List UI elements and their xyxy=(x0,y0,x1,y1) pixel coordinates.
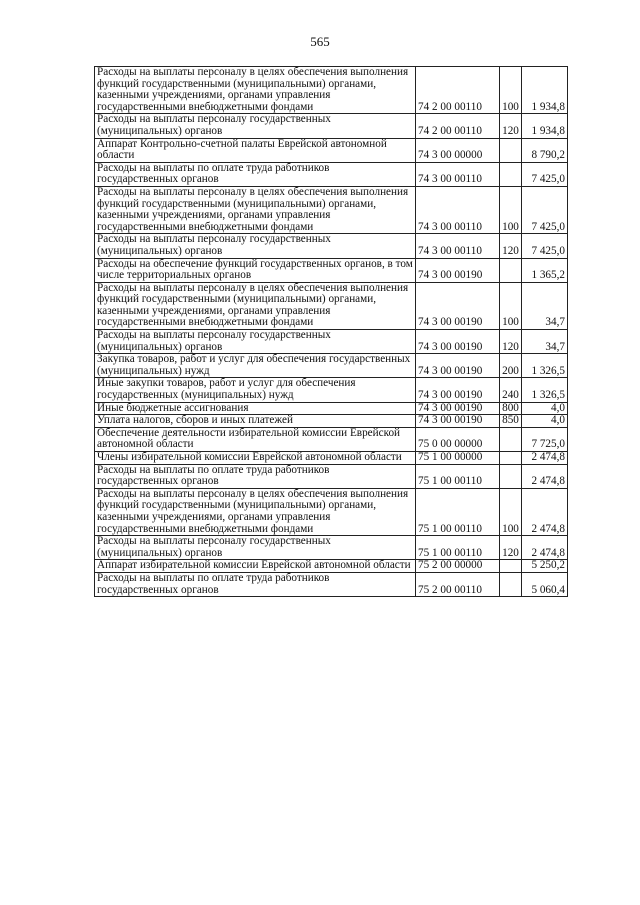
row-code-cell: 74 2 00 00110 xyxy=(416,114,500,138)
row-name-cell: Расходы на выплаты персоналу государственных (муниципальных) органов xyxy=(95,114,416,138)
row-amount-cell: 1 326,5 xyxy=(522,378,568,402)
table-row xyxy=(95,258,568,282)
table-row xyxy=(95,427,568,451)
row-type-cell: 120 xyxy=(500,114,522,138)
row-type-cell: 200 xyxy=(500,354,522,378)
row-name-cell: Расходы на выплаты персоналу в целях обеспечения выполнения функций государственными (муниципальными) органами, казенными учреждениями, органами управления государственными внебюджетными фондами xyxy=(95,282,416,329)
row-amount-cell: 7 425,0 xyxy=(522,234,568,258)
row-amount-cell: 1 365,2 xyxy=(522,258,568,282)
table-row xyxy=(95,536,568,560)
row-code-cell: 75 1 00 00110 xyxy=(416,488,500,535)
row-type-cell: 100 xyxy=(500,67,522,114)
row-type-cell: 100 xyxy=(500,488,522,535)
row-name-cell: Члены избирательной комиссии Еврейской автономной области xyxy=(95,452,416,465)
page-number: 565 xyxy=(310,34,330,49)
row-amount-cell: 1 326,5 xyxy=(522,354,568,378)
row-type-cell xyxy=(500,452,522,465)
row-code-cell: 74 3 00 00000 xyxy=(416,138,500,162)
table-row xyxy=(95,330,568,354)
row-amount-cell: 2 474,8 xyxy=(522,536,568,560)
row-code-cell: 75 1 00 00110 xyxy=(416,536,500,560)
budget-table xyxy=(94,66,568,597)
row-code-cell: 75 0 00 00000 xyxy=(416,427,500,451)
row-amount-cell: 34,7 xyxy=(522,330,568,354)
row-amount-cell: 2 474,8 xyxy=(522,464,568,488)
row-type-cell xyxy=(500,138,522,162)
row-name-cell: Расходы на выплаты по оплате труда работников государственных органов xyxy=(95,572,416,596)
table-row xyxy=(95,67,568,114)
row-name-cell: Расходы на выплаты персоналу государственных (муниципальных) органов xyxy=(95,330,416,354)
row-code-cell: 74 3 00 00110 xyxy=(416,234,500,258)
row-amount-cell: 8 790,2 xyxy=(522,138,568,162)
row-name-cell: Уплата налогов, сборов и иных платежей xyxy=(95,415,416,428)
row-code-cell: 74 3 00 00190 xyxy=(416,354,500,378)
row-amount-cell: 4,0 xyxy=(522,415,568,428)
row-type-cell xyxy=(500,464,522,488)
row-code-cell: 74 3 00 00190 xyxy=(416,378,500,402)
row-name-cell: Аппарат Контрольно-счетной палаты Еврейской автономной области xyxy=(95,138,416,162)
row-name-cell: Закупка товаров, работ и услуг для обеспечения государственных (муниципальных) нужд xyxy=(95,354,416,378)
table-row xyxy=(95,138,568,162)
row-code-cell: 74 3 00 00110 xyxy=(416,162,500,186)
row-type-cell: 100 xyxy=(500,282,522,329)
row-name-cell: Расходы на выплаты персоналу в целях обеспечения выполнения функций государственными (муниципальными) органами, казенными учреждениями, органами управления государственными внебюджетными фондами xyxy=(95,67,416,114)
row-name-cell: Расходы на обеспечение функций государственных органов, в том числе территориальных органов xyxy=(95,258,416,282)
row-name-cell: Расходы на выплаты по оплате труда работников государственных органов xyxy=(95,464,416,488)
row-code-cell: 74 3 00 00190 xyxy=(416,258,500,282)
row-amount-cell: 7 425,0 xyxy=(522,186,568,233)
row-amount-cell: 2 474,8 xyxy=(522,488,568,535)
table-row xyxy=(95,354,568,378)
row-code-cell: 74 2 00 00110 xyxy=(416,67,500,114)
row-name-cell: Расходы на выплаты персоналу в целях обеспечения выполнения функций государственными (муниципальными) органами, казенными учреждениями, органами управления государственными внебюджетными фондами xyxy=(95,186,416,233)
row-name-cell: Обеспечение деятельности избирательной комиссии Еврейской автономной области xyxy=(95,427,416,451)
row-code-cell: 75 2 00 00000 xyxy=(416,560,500,573)
row-name-cell: Расходы на выплаты персоналу в целях обеспечения выполнения функций государственными (муниципальными) органами, казенными учреждениями, органами управления государственными внебюджетными фондами xyxy=(95,488,416,535)
row-type-cell: 120 xyxy=(500,330,522,354)
table-row xyxy=(95,186,568,233)
table-row xyxy=(95,464,568,488)
table-row xyxy=(95,402,568,415)
row-amount-cell: 5 060,4 xyxy=(522,572,568,596)
row-code-cell: 74 3 00 00190 xyxy=(416,415,500,428)
row-type-cell xyxy=(500,572,522,596)
row-type-cell xyxy=(500,427,522,451)
table-row xyxy=(95,560,568,573)
row-amount-cell: 7 725,0 xyxy=(522,427,568,451)
row-code-cell: 74 3 00 00110 xyxy=(416,186,500,233)
row-type-cell xyxy=(500,162,522,186)
row-amount-cell: 1 934,8 xyxy=(522,67,568,114)
row-code-cell: 74 3 00 00190 xyxy=(416,282,500,329)
table-row xyxy=(95,378,568,402)
row-name-cell: Расходы на выплаты по оплате труда работников государственных органов xyxy=(95,162,416,186)
row-type-cell: 100 xyxy=(500,186,522,233)
row-code-cell: 74 3 00 00190 xyxy=(416,330,500,354)
table-row xyxy=(95,572,568,596)
row-type-cell: 120 xyxy=(500,536,522,560)
table-row xyxy=(95,162,568,186)
row-name-cell: Расходы на выплаты персоналу государственных (муниципальных) органов xyxy=(95,536,416,560)
row-name-cell: Расходы на выплаты персоналу государственных (муниципальных) органов xyxy=(95,234,416,258)
row-name-cell: Иные закупки товаров, работ и услуг для обеспечения государственных (муниципальных) нужд xyxy=(95,378,416,402)
budget-table-body xyxy=(95,67,568,597)
row-type-cell: 120 xyxy=(500,234,522,258)
row-name-cell: Аппарат избирательной комиссии Еврейской автономной области xyxy=(95,560,416,573)
row-code-cell: 75 1 00 00000 xyxy=(416,452,500,465)
row-type-cell: 240 xyxy=(500,378,522,402)
table-row xyxy=(95,234,568,258)
row-type-cell: 850 xyxy=(500,415,522,428)
table-row xyxy=(95,415,568,428)
row-amount-cell: 1 934,8 xyxy=(522,114,568,138)
row-type-cell xyxy=(500,258,522,282)
row-amount-cell: 5 250,2 xyxy=(522,560,568,573)
table-row xyxy=(95,488,568,535)
table-row xyxy=(95,282,568,329)
row-amount-cell: 2 474,8 xyxy=(522,452,568,465)
row-amount-cell: 4,0 xyxy=(522,402,568,415)
row-amount-cell: 7 425,0 xyxy=(522,162,568,186)
table-row xyxy=(95,114,568,138)
row-code-cell: 75 2 00 00110 xyxy=(416,572,500,596)
row-code-cell: 75 1 00 00110 xyxy=(416,464,500,488)
row-amount-cell: 34,7 xyxy=(522,282,568,329)
row-name-cell: Иные бюджетные ассигнования xyxy=(95,402,416,415)
row-type-cell xyxy=(500,560,522,573)
table-row xyxy=(95,452,568,465)
row-code-cell: 74 3 00 00190 xyxy=(416,402,500,415)
row-type-cell: 800 xyxy=(500,402,522,415)
